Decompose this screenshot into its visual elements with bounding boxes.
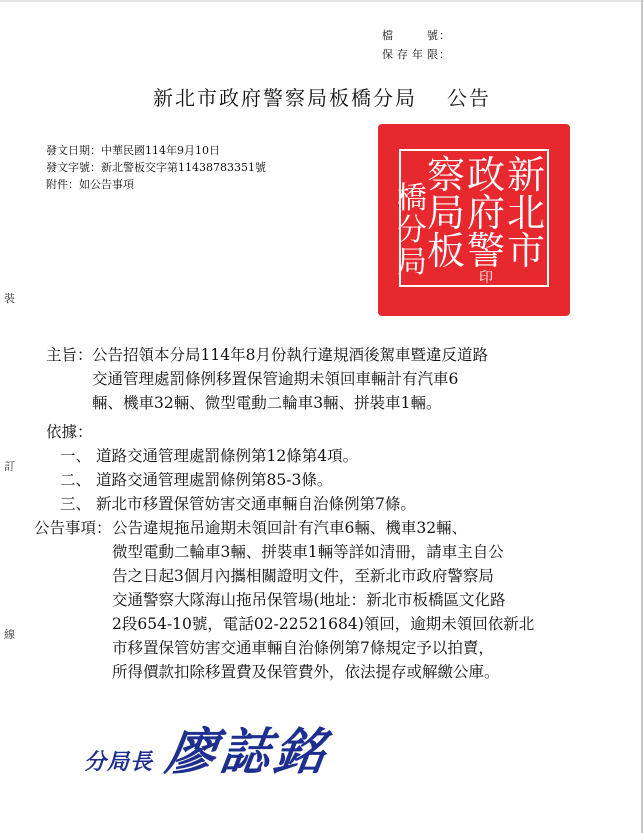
seal-char-11: 分	[397, 213, 427, 248]
basis-item	[60, 468, 586, 492]
retention-separator: ：	[439, 48, 450, 61]
basis-item-number: 二、	[60, 471, 92, 489]
basis-item-number: 一、	[60, 447, 92, 465]
binding-mark-zhuang: 裝	[4, 292, 15, 305]
seal-char-12: 局	[397, 245, 427, 280]
doc-number: 發文字號：新北警板交字第11438783351號	[46, 161, 266, 174]
seal-char-5: 府	[466, 191, 506, 235]
retention-label: 保存年限	[382, 48, 438, 61]
subject-line: 交通管理處罰條例移置保管逾期未領回車輛計有汽車6	[92, 370, 459, 388]
file-no-label: 檔號	[382, 29, 438, 42]
attachment: 附件：如公告事項	[46, 178, 134, 191]
title-org: 新北市政府警察局板橋分局	[153, 86, 417, 110]
seal-char-2: 北	[506, 191, 546, 235]
notice-line: 公告違規拖吊逾期未領回計有汽車6輛、機車32輛、	[112, 519, 468, 537]
basis-item-number: 三、	[60, 495, 92, 513]
seal-char-6: 警	[466, 229, 506, 273]
signer-signature: 廖誌銘	[162, 723, 333, 781]
subject-head: 主旨：	[46, 346, 93, 364]
title-type: 公告	[447, 86, 491, 110]
subject-line: 輛、機車32輛、微型電動二輪車3輛、拼裝車1輛。	[92, 394, 442, 412]
archive-info	[382, 26, 450, 64]
notice-section	[34, 516, 586, 684]
notice-line: 告之日起3個月內攜相關證明文件，至新北市政府警察局	[112, 567, 494, 585]
notice-line: 交通警察大隊海山拖吊保管場(地址：新北市板橋區文化路	[112, 591, 506, 609]
seal-char-1: 新	[506, 153, 546, 197]
binding-mark-xian: 線	[4, 628, 15, 641]
binding-mark-ding: 訂	[4, 460, 15, 473]
notice-line: 2段654-10號，電話02-22521684)領回，逾期未領回依新北	[112, 615, 535, 633]
official-seal	[376, 122, 572, 318]
issue-date: 發文日期：中華民國114年9月10日	[46, 144, 220, 157]
seal-char-3: 市	[506, 229, 546, 273]
basis-section	[46, 420, 586, 516]
scan-top-edge	[0, 0, 644, 2]
basis-item	[60, 492, 586, 516]
subject-line: 公告招領本分局114年8月份執行違規酒後駕車暨違反道路	[92, 346, 488, 364]
document-body	[34, 343, 586, 684]
seal-char-10: 橋	[397, 181, 427, 216]
seal-char-9: 板	[426, 229, 466, 273]
subject-section	[46, 343, 586, 415]
basis-head: 依據：	[46, 423, 93, 441]
file-no-separator: ：	[439, 29, 450, 42]
scan-right-edge	[641, 0, 643, 833]
signer-title: 分局長	[84, 749, 154, 775]
seal-char-4: 政	[466, 153, 506, 197]
basis-item-text: 道路交通管理處罰條例第12條第4項。	[96, 447, 359, 465]
seal-char-13: 印	[479, 270, 493, 286]
signature-block	[84, 712, 333, 784]
basis-item	[60, 444, 586, 468]
notice-line: 微型電動二輪車3輛、拼裝車1輛等詳如清冊，請車主自公	[112, 543, 504, 561]
basis-item-text: 新北市移置保管妨害交通車輛自治條例第7條。	[96, 495, 416, 513]
seal-char-8: 局	[426, 191, 466, 235]
notice-line: 市移置保管妨害交通車輛自治條例第7條規定予以拍賣，	[112, 639, 494, 657]
document-title	[0, 82, 644, 111]
seal-char-7: 察	[426, 153, 466, 197]
notice-line: 所得價款扣除移置費及保管費外，依法提存或解繳公庫。	[112, 663, 500, 681]
notice-head: 公告事項：	[34, 519, 112, 537]
document-meta	[46, 142, 266, 193]
basis-item-text: 道路交通管理處罰條例第85-3條。	[96, 471, 333, 489]
